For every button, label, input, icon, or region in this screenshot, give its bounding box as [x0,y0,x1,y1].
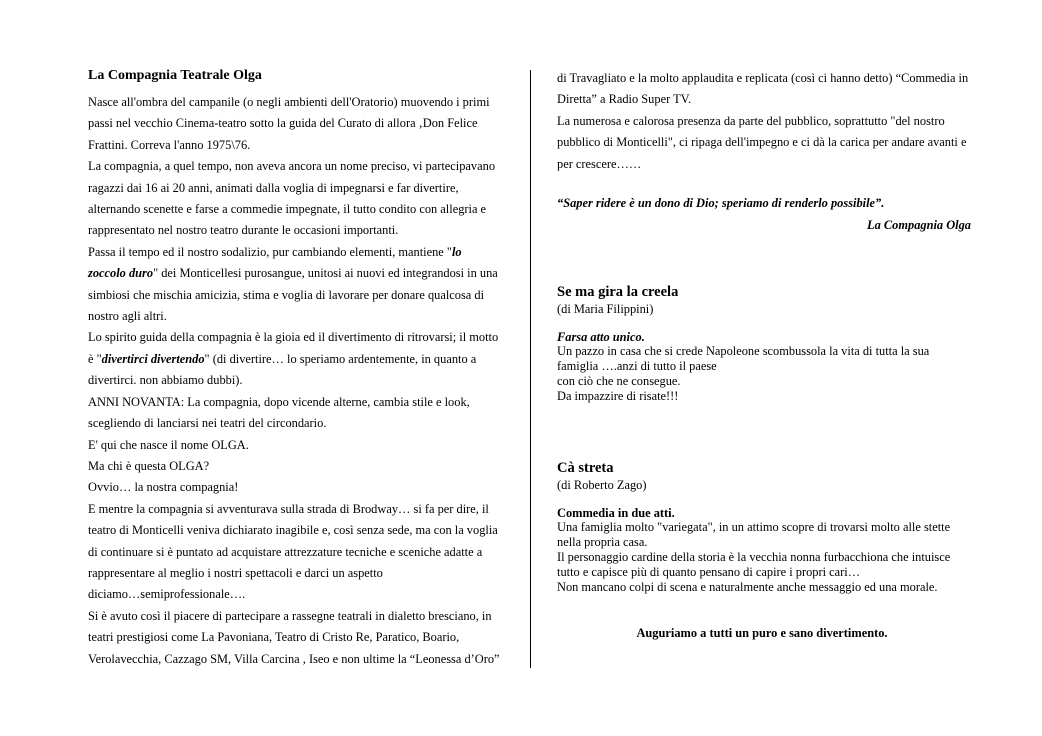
body-line: La compagnia, a quel tempo, non aveva ancora un nome preciso, vi partecipavano [88,159,496,174]
body-line: di continuare si è puntato ad acquistare attrezzature tecniche e sceniche adatte a [88,544,483,559]
body-line: pubblico di Monticelli", ci ripaga dell'impegno e ci dà la carica per andare avanti e [557,135,967,150]
motto-quote: “Saper ridere è un dono di Dio; speriamo di renderlo possibile”. [557,196,885,210]
body-line: di Travagliato e la molto applaudita e replicata (così ci hanno detto) “Commedia in [557,71,969,85]
signature: La Compagnia Olga [867,218,971,232]
emphasis-lo: lo [451,244,462,259]
body-line: per crescere…… [557,156,642,171]
description-line: Il personaggio cardine della storia è la vecchia nonna furbacchiona che intuisce [557,550,951,564]
description-line: tutto e capisce più di quanto pensano di capire i propri cari… [557,565,861,579]
body-line: Passa il tempo ed il nostro sodalizio, pur cambiando elementi, mantiene "lo [88,244,462,259]
play-title: Se ma gira la creela [557,284,679,300]
body-line: La numerosa e calorosa presenza da parte del pubblico, soprattutto "del nostro [557,113,945,128]
description-line: nella propria casa. [557,535,648,549]
description-line: famiglia ….anzi di tutto il paese [557,359,717,373]
play-genre: Commedia in due atti. [557,506,675,520]
description-line: Un pazzo in casa che si crede Napoleone scombussola la vita di tutta la sua [557,344,930,358]
body-line: è "divertirci divertendo" (di divertire… lo speriamo ardentemente, in quanto a [88,351,477,366]
body-line: simbiosi che mischia amicizia, stima e voglia di lavorare per donare qualcosa di [88,287,485,302]
article-title: La Compagnia Teatrale Olga [88,68,262,83]
emphasis-motto: divertirci divertendo [101,351,205,366]
article-body [88,92,500,670]
play-title: Cà streta [557,460,614,476]
column-divider [530,70,531,668]
description-line: Non mancano colpi di scena e naturalmente anche messaggio ed una morale. [557,580,938,594]
body-line: Si è avuto così il piacere di partecipare a rassegne teatrali in dialetto bresciano, in [88,608,492,623]
play-author: (di Roberto Zago) [557,478,647,492]
description-line: Da impazzire di risate!!! [557,389,679,403]
play-description [557,344,929,404]
emphasis-zoccolo-duro: zoccolo duro [88,266,154,281]
body-line: teatri prestigiosi come La Pavoniana, Teatro di Cristo Re, Paratico, Boario, [88,630,460,645]
body-line: alternando scenette e farse a commedie impegnate, il tutto condito con allegria e [88,202,487,217]
play-genre: Farsa atto unico. [557,330,645,344]
body-line: E mentre la compagnia si avventurava sulla strada di Brodway… si fa per dire, il [88,501,489,516]
article-continuation [557,68,968,175]
play-description [557,520,950,595]
body-line: Diretta” a Radio Super TV. [557,92,692,107]
body-line: rappresentato nel nostro teatro durante le occasioni importanti. [88,223,399,238]
body-line: teatro di Monticelli veniva dichiarato inagibile e, così senza sede, ma con la voglia [88,523,498,538]
description-line: Una famiglia molto "variegata", in un attimo scopre di trovarsi molto alle stette [557,520,951,534]
body-line: rappresentare al meglio i nostri spettacoli e darci un aspetto [88,565,383,580]
body-line: ANNI NOVANTA: La compagnia, dopo vicende alterne, cambia stile e look, [88,394,470,409]
body-line: divertirci. non abbiamo dubbi). [88,373,243,388]
body-line: Ma chi è questa OLGA? [88,458,210,473]
play-author: (di Maria Filippini) [557,302,654,316]
body-line: ragazzi dai 16 ai 20 anni, animati dalla voglia di impegnarsi e far divertire, [88,180,459,195]
body-line: Frattini. Correva l'anno 1975\76. [88,137,251,152]
body-line: zoccolo duro" dei Monticellesi purosangue, unitosi ai nuovi ed integrandosi in una [88,266,498,281]
body-line: Verolavecchia, Cazzago SM, Villa Carcina , Iseo e non ultime la “Leonessa d’Oro” [88,651,500,666]
body-line: Lo spirito guida della compagnia è la gioia ed il divertimento di ritrovarsi; il motto [88,330,499,345]
body-line: Nasce all'ombra del campanile (o negli ambienti dell'Oratorio) muovendo i primi [88,95,490,109]
body-line: Ovvio… la nostra compagnia! [88,480,239,495]
body-line: diciamo…semiprofessionale…. [88,587,246,602]
body-line: nostro agli altri. [88,309,167,324]
body-line: E' qui che nasce il nome OLGA. [88,437,249,452]
body-line: scegliendo di lanciarsi nei teatri del circondario. [88,416,327,431]
body-line: passi nel vecchio Cinema-teatro sotto la guida del Curato di allora ‚Don Felice [88,116,478,131]
description-line: con ciò che ne consegue. [557,374,681,388]
closing-wish: Auguriamo a tutti un puro e sano divertimento. [636,626,888,640]
